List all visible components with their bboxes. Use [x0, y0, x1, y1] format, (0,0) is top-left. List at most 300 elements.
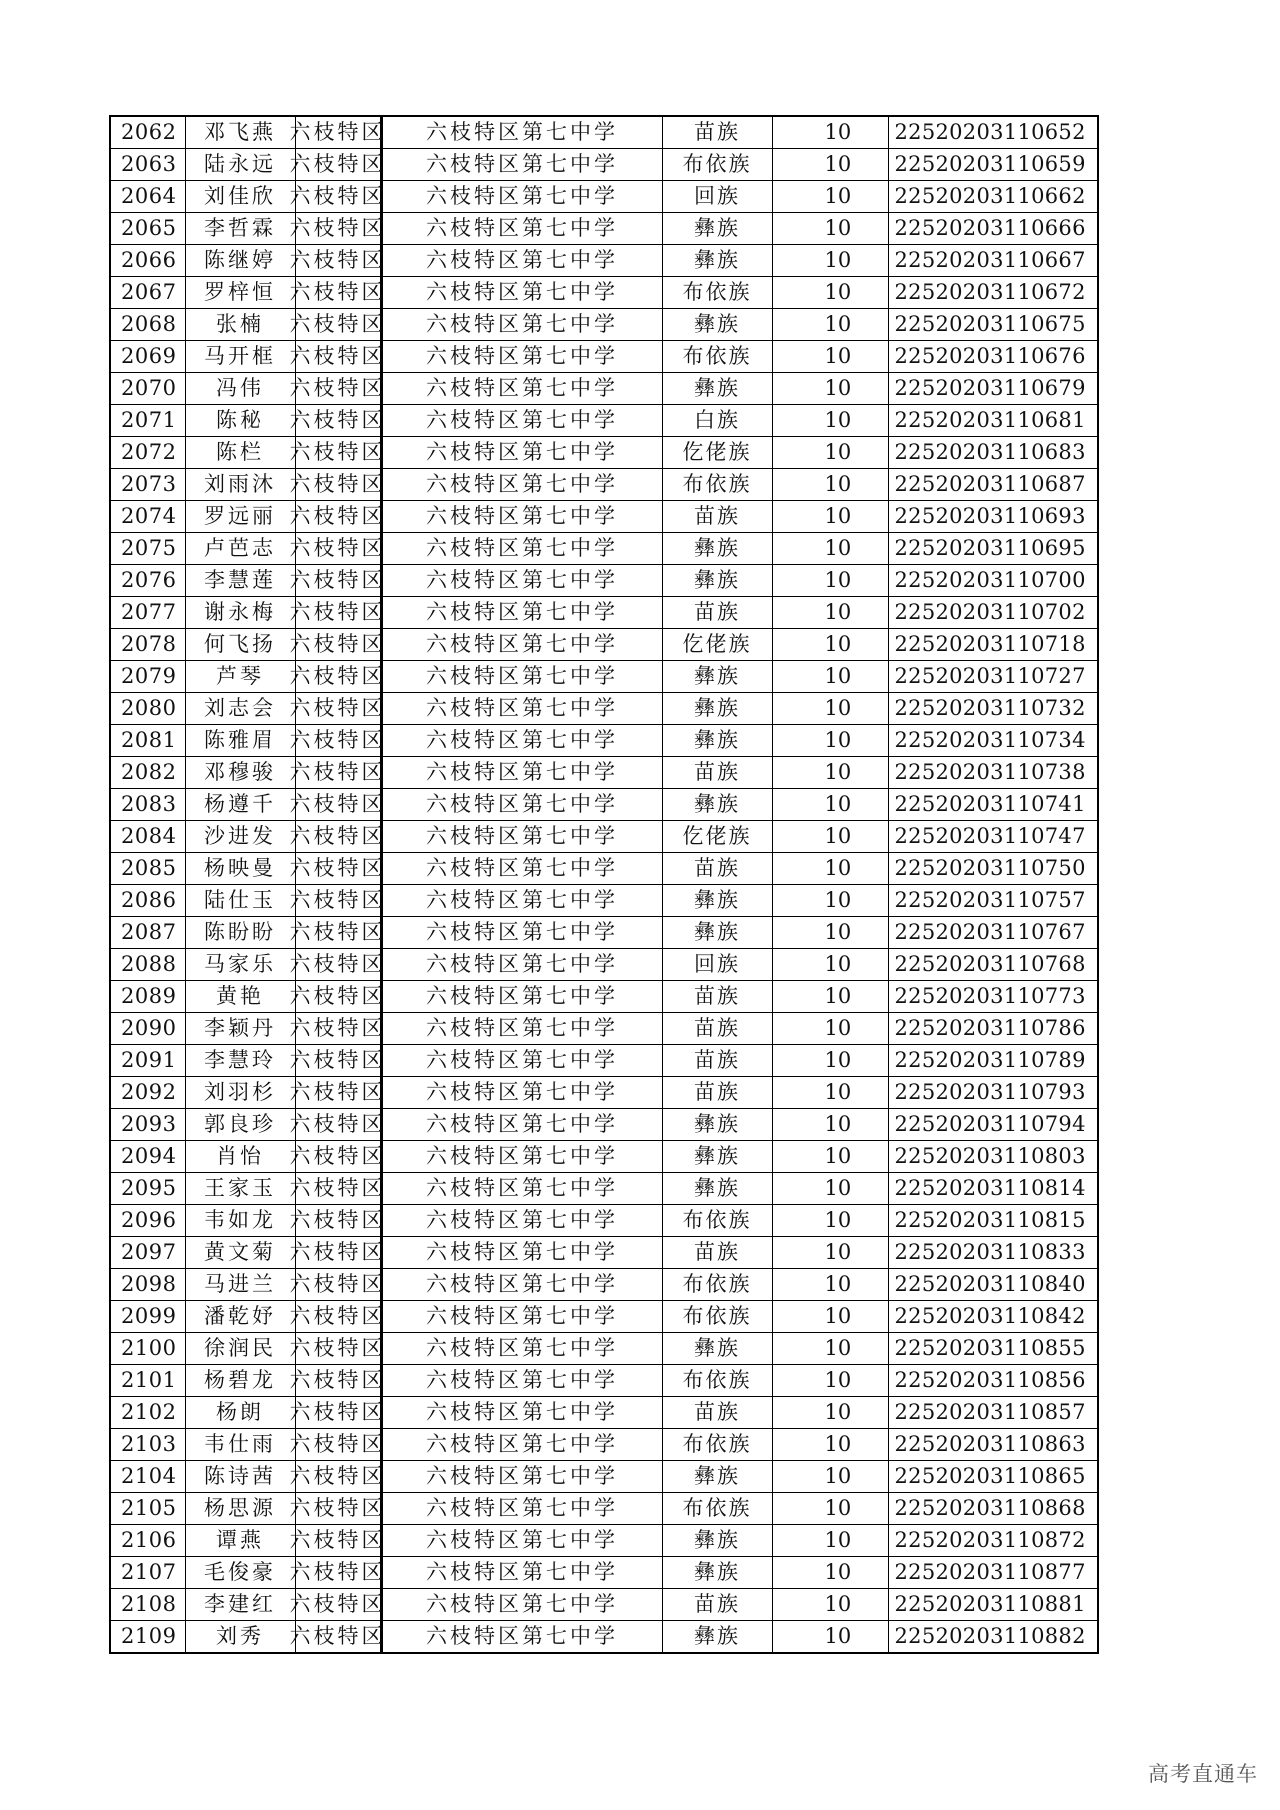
grade-cell: 10	[772, 1461, 888, 1493]
student-name: 邓穆骏	[185, 757, 295, 789]
row-number: 2080	[110, 693, 185, 725]
student-id-cell: 22520203110741	[888, 789, 1098, 821]
student-name: 杨映曼	[185, 853, 295, 885]
table-row	[110, 1109, 1098, 1141]
grade-cell: 10	[772, 245, 888, 277]
grade-cell: 10	[772, 1301, 888, 1333]
table-row	[110, 469, 1098, 501]
school-cell: 六枝特区第七中学	[381, 1589, 662, 1621]
ethnicity-cell: 布依族	[662, 1493, 772, 1525]
ethnicity-cell: 布依族	[662, 149, 772, 181]
student-name: 马家乐	[185, 949, 295, 981]
student-id-cell: 22520203110773	[888, 981, 1098, 1013]
student-id-cell: 22520203110750	[888, 853, 1098, 885]
county-cell: 六枝特区	[295, 565, 381, 597]
row-number: 2076	[110, 565, 185, 597]
grade-cell: 10	[772, 469, 888, 501]
school-cell: 六枝特区第七中学	[381, 757, 662, 789]
grade-cell: 10	[772, 1493, 888, 1525]
county-cell: 六枝特区	[295, 1589, 381, 1621]
student-id-cell: 22520203110877	[888, 1557, 1098, 1589]
student-id-cell: 22520203110833	[888, 1237, 1098, 1269]
grade-cell: 10	[772, 1365, 888, 1397]
student-name: 郭良珍	[185, 1109, 295, 1141]
student-name: 黄艳	[185, 981, 295, 1013]
school-cell: 六枝特区第七中学	[381, 597, 662, 629]
row-number: 2087	[110, 917, 185, 949]
row-number: 2088	[110, 949, 185, 981]
student-name: 陆永远	[185, 149, 295, 181]
school-cell: 六枝特区第七中学	[381, 789, 662, 821]
row-number: 2097	[110, 1237, 185, 1269]
ethnicity-cell: 彝族	[662, 917, 772, 949]
student-id-cell: 22520203110872	[888, 1525, 1098, 1557]
student-name: 刘佳欣	[185, 181, 295, 213]
county-cell: 六枝特区	[295, 693, 381, 725]
grade-cell: 10	[772, 885, 888, 917]
row-number: 2067	[110, 277, 185, 309]
row-number: 2108	[110, 1589, 185, 1621]
student-name: 韦仕雨	[185, 1429, 295, 1461]
ethnicity-cell: 布依族	[662, 469, 772, 501]
table-row	[110, 1429, 1098, 1461]
table-row	[110, 116, 1098, 149]
grade-cell: 10	[772, 1397, 888, 1429]
student-id-cell: 22520203110732	[888, 693, 1098, 725]
ethnicity-cell: 彝族	[662, 1557, 772, 1589]
county-cell: 六枝特区	[295, 1045, 381, 1077]
county-cell: 六枝特区	[295, 405, 381, 437]
grade-cell: 10	[772, 1589, 888, 1621]
grade-cell: 10	[772, 213, 888, 245]
ethnicity-cell: 彝族	[662, 1461, 772, 1493]
table-row	[110, 341, 1098, 373]
county-cell: 六枝特区	[295, 1269, 381, 1301]
ethnicity-cell: 彝族	[662, 885, 772, 917]
county-cell: 六枝特区	[295, 533, 381, 565]
county-cell: 六枝特区	[295, 309, 381, 341]
ethnicity-cell: 仡佬族	[662, 437, 772, 469]
ethnicity-cell: 彝族	[662, 213, 772, 245]
table-row	[110, 501, 1098, 533]
student-name: 冯伟	[185, 373, 295, 405]
school-cell: 六枝特区第七中学	[381, 949, 662, 981]
county-cell: 六枝特区	[295, 181, 381, 213]
school-cell: 六枝特区第七中学	[381, 116, 662, 149]
student-id-cell: 22520203110679	[888, 373, 1098, 405]
school-cell: 六枝特区第七中学	[381, 1333, 662, 1365]
grade-cell: 10	[772, 116, 888, 149]
student-name: 肖怡	[185, 1141, 295, 1173]
school-cell: 六枝特区第七中学	[381, 1013, 662, 1045]
ethnicity-cell: 彝族	[662, 373, 772, 405]
row-number: 2073	[110, 469, 185, 501]
county-cell: 六枝特区	[295, 1397, 381, 1429]
student-id-cell: 22520203110815	[888, 1205, 1098, 1237]
student-id-cell: 22520203110695	[888, 533, 1098, 565]
student-name: 刘雨沐	[185, 469, 295, 501]
grade-cell: 10	[772, 725, 888, 757]
student-id-cell: 22520203110702	[888, 597, 1098, 629]
student-id-cell: 22520203110863	[888, 1429, 1098, 1461]
school-cell: 六枝特区第七中学	[381, 277, 662, 309]
county-cell: 六枝特区	[295, 1365, 381, 1397]
table-row	[110, 1013, 1098, 1045]
student-name: 李哲霖	[185, 213, 295, 245]
row-number: 2090	[110, 1013, 185, 1045]
table-row	[110, 1525, 1098, 1557]
grade-cell: 10	[772, 277, 888, 309]
county-cell: 六枝特区	[295, 789, 381, 821]
table-row	[110, 725, 1098, 757]
student-name: 芦琴	[185, 661, 295, 693]
ethnicity-cell: 苗族	[662, 1397, 772, 1429]
ethnicity-cell: 白族	[662, 405, 772, 437]
table-row	[110, 213, 1098, 245]
county-cell: 六枝特区	[295, 469, 381, 501]
grade-cell: 10	[772, 1269, 888, 1301]
row-number: 2065	[110, 213, 185, 245]
school-cell: 六枝特区第七中学	[381, 437, 662, 469]
county-cell: 六枝特区	[295, 1205, 381, 1237]
county-cell: 六枝特区	[295, 1013, 381, 1045]
table-row	[110, 1589, 1098, 1621]
student-name: 谢永梅	[185, 597, 295, 629]
school-cell: 六枝特区第七中学	[381, 981, 662, 1013]
student-id-cell: 22520203110865	[888, 1461, 1098, 1493]
table-row	[110, 597, 1098, 629]
school-cell: 六枝特区第七中学	[381, 821, 662, 853]
student-name: 陈继婷	[185, 245, 295, 277]
grade-cell: 10	[772, 1237, 888, 1269]
ethnicity-cell: 布依族	[662, 1301, 772, 1333]
grade-cell: 10	[772, 853, 888, 885]
table-row	[110, 373, 1098, 405]
row-number: 2075	[110, 533, 185, 565]
row-number: 2083	[110, 789, 185, 821]
student-id-cell: 22520203110840	[888, 1269, 1098, 1301]
row-number: 2063	[110, 149, 185, 181]
row-number: 2091	[110, 1045, 185, 1077]
grade-cell: 10	[772, 181, 888, 213]
student-name: 韦如龙	[185, 1205, 295, 1237]
student-name: 马开框	[185, 341, 295, 373]
table-row	[110, 1173, 1098, 1205]
row-number: 2079	[110, 661, 185, 693]
ethnicity-cell: 苗族	[662, 1077, 772, 1109]
row-number: 2094	[110, 1141, 185, 1173]
ethnicity-cell: 布依族	[662, 1205, 772, 1237]
row-number: 2074	[110, 501, 185, 533]
ethnicity-cell: 彝族	[662, 309, 772, 341]
student-name: 杨碧龙	[185, 1365, 295, 1397]
student-id-cell: 22520203110675	[888, 309, 1098, 341]
school-cell: 六枝特区第七中学	[381, 1205, 662, 1237]
county-cell: 六枝特区	[295, 629, 381, 661]
county-cell: 六枝特区	[295, 1621, 381, 1654]
county-cell: 六枝特区	[295, 1173, 381, 1205]
county-cell: 六枝特区	[295, 1109, 381, 1141]
county-cell: 六枝特区	[295, 661, 381, 693]
student-id-cell: 22520203110882	[888, 1621, 1098, 1654]
row-number: 2069	[110, 341, 185, 373]
ethnicity-cell: 布依族	[662, 341, 772, 373]
county-cell: 六枝特区	[295, 245, 381, 277]
county-cell: 六枝特区	[295, 1077, 381, 1109]
table-row	[110, 1365, 1098, 1397]
student-id-cell: 22520203110747	[888, 821, 1098, 853]
county-cell: 六枝特区	[295, 213, 381, 245]
table-row	[110, 181, 1098, 213]
county-cell: 六枝特区	[295, 597, 381, 629]
county-cell: 六枝特区	[295, 757, 381, 789]
table-row	[110, 1045, 1098, 1077]
student-id-cell: 22520203110857	[888, 1397, 1098, 1429]
table-row	[110, 1301, 1098, 1333]
student-name: 刘志会	[185, 693, 295, 725]
grade-cell: 10	[772, 789, 888, 821]
county-cell: 六枝特区	[295, 981, 381, 1013]
student-name: 沙进发	[185, 821, 295, 853]
grade-cell: 10	[772, 1077, 888, 1109]
student-id-cell: 22520203110767	[888, 917, 1098, 949]
student-id-cell: 22520203110659	[888, 149, 1098, 181]
student-id-cell: 22520203110789	[888, 1045, 1098, 1077]
county-cell: 六枝特区	[295, 1301, 381, 1333]
row-number: 2098	[110, 1269, 185, 1301]
student-id-cell: 22520203110757	[888, 885, 1098, 917]
grade-cell: 10	[772, 405, 888, 437]
student-name: 马进兰	[185, 1269, 295, 1301]
table-row	[110, 1333, 1098, 1365]
ethnicity-cell: 苗族	[662, 981, 772, 1013]
school-cell: 六枝特区第七中学	[381, 1141, 662, 1173]
row-number: 2092	[110, 1077, 185, 1109]
grade-cell: 10	[772, 597, 888, 629]
table-row	[110, 533, 1098, 565]
table-row	[110, 149, 1098, 181]
student-id-cell: 22520203110676	[888, 341, 1098, 373]
county-cell: 六枝特区	[295, 373, 381, 405]
table-row	[110, 1141, 1098, 1173]
ethnicity-cell: 苗族	[662, 757, 772, 789]
table-row	[110, 1269, 1098, 1301]
table-row	[110, 1557, 1098, 1589]
county-cell: 六枝特区	[295, 1557, 381, 1589]
row-number: 2096	[110, 1205, 185, 1237]
grade-cell: 10	[772, 821, 888, 853]
school-cell: 六枝特区第七中学	[381, 565, 662, 597]
grade-cell: 10	[772, 1045, 888, 1077]
table-row	[110, 1205, 1098, 1237]
table-row	[110, 1461, 1098, 1493]
student-name: 徐润民	[185, 1333, 295, 1365]
school-cell: 六枝特区第七中学	[381, 853, 662, 885]
student-id-cell: 22520203110681	[888, 405, 1098, 437]
county-cell: 六枝特区	[295, 853, 381, 885]
school-cell: 六枝特区第七中学	[381, 309, 662, 341]
county-cell: 六枝特区	[295, 1237, 381, 1269]
school-cell: 六枝特区第七中学	[381, 469, 662, 501]
county-cell: 六枝特区	[295, 821, 381, 853]
row-number: 2062	[110, 116, 185, 149]
ethnicity-cell: 彝族	[662, 533, 772, 565]
student-name: 刘秀	[185, 1621, 295, 1654]
row-number: 2084	[110, 821, 185, 853]
row-number: 2070	[110, 373, 185, 405]
county-cell: 六枝特区	[295, 949, 381, 981]
grade-cell: 10	[772, 693, 888, 725]
watermark: 高考直通车	[1148, 1762, 1258, 1786]
student-id-cell: 22520203110652	[888, 116, 1098, 149]
county-cell: 六枝特区	[295, 277, 381, 309]
table-row	[110, 405, 1098, 437]
school-cell: 六枝特区第七中学	[381, 693, 662, 725]
ethnicity-cell: 彝族	[662, 661, 772, 693]
student-name: 杨遵千	[185, 789, 295, 821]
ethnicity-cell: 苗族	[662, 1013, 772, 1045]
school-cell: 六枝特区第七中学	[381, 1301, 662, 1333]
table-row	[110, 661, 1098, 693]
county-cell: 六枝特区	[295, 501, 381, 533]
row-number: 2093	[110, 1109, 185, 1141]
student-id-cell: 22520203110881	[888, 1589, 1098, 1621]
ethnicity-cell: 布依族	[662, 277, 772, 309]
row-number: 2066	[110, 245, 185, 277]
table-row	[110, 917, 1098, 949]
county-cell: 六枝特区	[295, 1333, 381, 1365]
table-row	[110, 949, 1098, 981]
ethnicity-cell: 布依族	[662, 1365, 772, 1397]
ethnicity-cell: 彝族	[662, 1109, 772, 1141]
student-name: 刘羽杉	[185, 1077, 295, 1109]
county-cell: 六枝特区	[295, 917, 381, 949]
student-name: 张楠	[185, 309, 295, 341]
ethnicity-cell: 苗族	[662, 853, 772, 885]
row-number: 2101	[110, 1365, 185, 1397]
student-name: 潘乾妤	[185, 1301, 295, 1333]
school-cell: 六枝特区第七中学	[381, 1397, 662, 1429]
county-cell: 六枝特区	[295, 1493, 381, 1525]
county-cell: 六枝特区	[295, 1461, 381, 1493]
grade-cell: 10	[772, 1557, 888, 1589]
student-id-cell: 22520203110693	[888, 501, 1098, 533]
ethnicity-cell: 回族	[662, 949, 772, 981]
grade-cell: 10	[772, 565, 888, 597]
grade-cell: 10	[772, 373, 888, 405]
table-row	[110, 1077, 1098, 1109]
student-id-cell: 22520203110868	[888, 1493, 1098, 1525]
county-cell: 六枝特区	[295, 1141, 381, 1173]
row-number: 2086	[110, 885, 185, 917]
student-id-cell: 22520203110786	[888, 1013, 1098, 1045]
school-cell: 六枝特区第七中学	[381, 629, 662, 661]
student-id-cell: 22520203110687	[888, 469, 1098, 501]
ethnicity-cell: 苗族	[662, 597, 772, 629]
ethnicity-cell: 彝族	[662, 693, 772, 725]
student-name: 卢芭志	[185, 533, 295, 565]
table-row	[110, 1237, 1098, 1269]
school-cell: 六枝特区第七中学	[381, 1557, 662, 1589]
table-row	[110, 821, 1098, 853]
school-cell: 六枝特区第七中学	[381, 533, 662, 565]
row-number: 2103	[110, 1429, 185, 1461]
county-cell: 六枝特区	[295, 1429, 381, 1461]
student-name: 李慧莲	[185, 565, 295, 597]
row-number: 2064	[110, 181, 185, 213]
school-cell: 六枝特区第七中学	[381, 373, 662, 405]
school-cell: 六枝特区第七中学	[381, 1045, 662, 1077]
ethnicity-cell: 彝族	[662, 1621, 772, 1654]
table-row	[110, 565, 1098, 597]
student-id-cell: 22520203110794	[888, 1109, 1098, 1141]
student-name: 谭燕	[185, 1525, 295, 1557]
student-id-cell: 22520203110667	[888, 245, 1098, 277]
school-cell: 六枝特区第七中学	[381, 1269, 662, 1301]
school-cell: 六枝特区第七中学	[381, 1173, 662, 1205]
student-id-cell: 22520203110856	[888, 1365, 1098, 1397]
student-name: 杨思源	[185, 1493, 295, 1525]
table-row	[110, 853, 1098, 885]
grade-cell: 10	[772, 1141, 888, 1173]
row-number: 2109	[110, 1621, 185, 1654]
grade-cell: 10	[772, 341, 888, 373]
student-id-cell: 22520203110727	[888, 661, 1098, 693]
table-row	[110, 885, 1098, 917]
grade-cell: 10	[772, 981, 888, 1013]
ethnicity-cell: 布依族	[662, 1269, 772, 1301]
grade-cell: 10	[772, 1621, 888, 1654]
ethnicity-cell: 彝族	[662, 1333, 772, 1365]
table-row	[110, 981, 1098, 1013]
ethnicity-cell: 回族	[662, 181, 772, 213]
row-number: 2082	[110, 757, 185, 789]
table-row	[110, 437, 1098, 469]
student-name: 陈雅眉	[185, 725, 295, 757]
grade-cell: 10	[772, 1109, 888, 1141]
county-cell: 六枝特区	[295, 725, 381, 757]
school-cell: 六枝特区第七中学	[381, 1429, 662, 1461]
county-cell: 六枝特区	[295, 341, 381, 373]
row-number: 2068	[110, 309, 185, 341]
row-number: 2100	[110, 1333, 185, 1365]
grade-cell: 10	[772, 917, 888, 949]
row-number: 2077	[110, 597, 185, 629]
student-id-cell: 22520203110718	[888, 629, 1098, 661]
school-cell: 六枝特区第七中学	[381, 1493, 662, 1525]
county-cell: 六枝特区	[295, 149, 381, 181]
student-name: 王家玉	[185, 1173, 295, 1205]
table-row	[110, 277, 1098, 309]
ethnicity-cell: 苗族	[662, 501, 772, 533]
grade-cell: 10	[772, 949, 888, 981]
row-number: 2072	[110, 437, 185, 469]
school-cell: 六枝特区第七中学	[381, 213, 662, 245]
row-number: 2106	[110, 1525, 185, 1557]
row-number: 2095	[110, 1173, 185, 1205]
student-name: 李颖丹	[185, 1013, 295, 1045]
grade-cell: 10	[772, 1333, 888, 1365]
student-id-cell: 22520203110700	[888, 565, 1098, 597]
county-cell: 六枝特区	[295, 437, 381, 469]
grade-cell: 10	[772, 661, 888, 693]
school-cell: 六枝特区第七中学	[381, 725, 662, 757]
school-cell: 六枝特区第七中学	[381, 1365, 662, 1397]
school-cell: 六枝特区第七中学	[381, 1077, 662, 1109]
student-name: 陈诗茜	[185, 1461, 295, 1493]
student-name: 李建红	[185, 1589, 295, 1621]
ethnicity-cell: 仡佬族	[662, 821, 772, 853]
